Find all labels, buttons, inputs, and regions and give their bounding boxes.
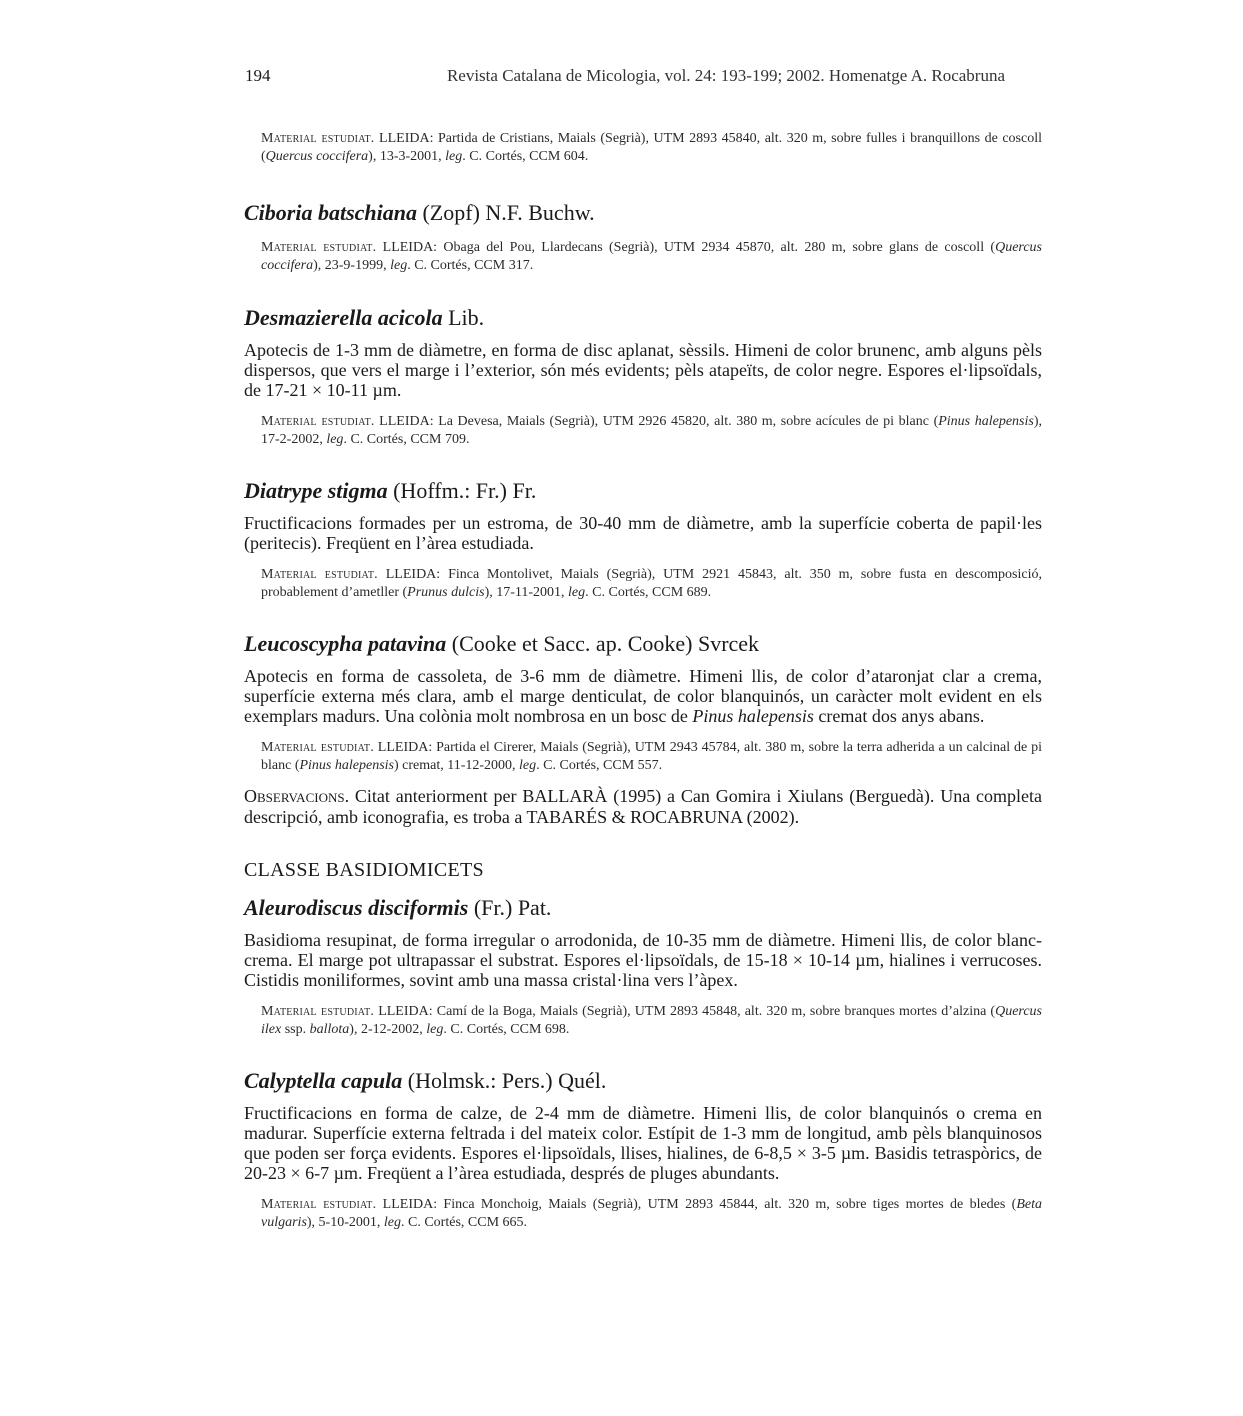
observations-label: Observacions.: [244, 786, 350, 806]
material-studied: Material estudiat. LLEIDA: Finca Montolivet, Maials (Segrià), UTM 2921 45843, alt. 350 m, sobre fusta en descomposició, probablement d’ametller (Prunus dulcis), 17-11-2001, leg. C. Cortés, CCM 689.: [261, 567, 1042, 600]
material-studied: Material estudiat. LLEIDA: La Devesa, Maials (Segrià), UTM 2926 45820, alt. 380 m, sobre acícules de pi blanc (Pinus halepensis), 17-2-2002, leg. C. Cortés, CCM 709.: [261, 414, 1042, 447]
journal-citation: Revista Catalana de Micologia, vol. 24: 193-199; 2002. Homenatge A. Rocabruna: [446, 66, 1005, 85]
material-studied: Material estudiat. LLEIDA: Partida el Cirerer, Maials (Segrià), UTM 2943 45784, alt. 380 m, sobre la terra adherida a un calcinal de pi blanc (Pinus halepensis) cremat, 11-12-2000, leg. C. Cortés, CCM 557.: [261, 740, 1042, 773]
species-author: (Zopf) N.F. Buchw.: [416, 200, 595, 225]
species-name: Ciboria batschiana: [244, 200, 417, 225]
species-description: Fructificacions en forma de calze, de 2-4 mm de diàmetre. Himeni llis, de color blanquinós o crema en madurar. Superfície externa feltrada i del mateix color. Estípit de 1-3 mm de longitud, amb pèls blanquinosos que poden ser força evidents. Espores el·lipsoïdals, llises, hialines, de 6-8,5 × 3-5 µm. Basidis tetraspòrics, de 20-23 × 6-7 µm. Freqüent a l’àrea estudiada, després de pluges abundants.: [244, 1103, 1042, 1183]
species-description: Apotecis en forma de cassoleta, de 3-6 mm de diàmetre. Himeni llis, de color d’ataronjat clar a crema, superfície externa més clara, amb el marge denticulat, de color blanquinós, un caràcter molt evident en els exemplars madurs. Una colònia molt nombrosa en un bosc de Pinus halepensis cremat dos anys abans.: [244, 666, 1042, 726]
species-description: Apotecis de 1-3 mm de diàmetre, en forma de disc aplanat, sèssils. Himeni de color brunenc, amb alguns pèls dispersos, que vers el marge i l’exterior, són més evidents; pèls atapeïts, de color negre. Espores el·lipsoïdals, de 17-21 × 10-11 µm.: [244, 340, 1042, 400]
running-header: [245, 64, 1005, 88]
species-heading: Calyptella capula (Holmsk.: Pers.) Quél.: [244, 1068, 607, 1093]
species-heading: Desmazierella acicola Lib.: [244, 305, 485, 330]
material-studied: Material estudiat. LLEIDA: Obaga del Pou, Llardecans (Segrià), UTM 2934 45870, alt. 280 m, sobre glans de coscoll (Quercus coccifera), 23-9-1999, leg. C. Cortés, CCM 317.: [261, 240, 1042, 273]
material-studied: Material estudiat. LLEIDA: Partida de Cristians, Maials (Segrià), UTM 2893 45840, alt. 320 m, sobre fulles i branquillons de coscoll (Quercus coccifera), 13-3-2001, leg. C. Cortés, CCM 604.: [261, 131, 1042, 164]
species-heading: [244, 199, 1042, 227]
article-body: [244, 130, 1042, 1232]
page-number: 194: [245, 66, 271, 85]
species-description: Basidioma resupinat, de forma irregular o arrodonida, de 10-35 mm de diàmetre. Himeni llis, de color blanc-crema. El marge pot ultrapassar el substrat. Espores el·lipsoïdals, de 15-18 × 10-14 µm, hialines i verrucoses. Cistidis moniliformes, sovint amb una massa cristal·lina vers l’àpex.: [244, 930, 1042, 990]
leg-abbrev: leg: [445, 149, 463, 164]
material-studied: Material estudiat. LLEIDA: Camí de la Boga, Maials (Segrià), UTM 2893 45848, alt. 320 m, sobre branques mortes d’alzina (Quercus ilex ssp. ballota), 2-12-2002, leg. C. Cortés, CCM 698.: [261, 1004, 1042, 1037]
material-label: Material estudiat.: [261, 131, 375, 146]
observations: Observacions. Citat anteriorment per BALLARÀ (1995) a Can Gomira i Xiulans (Berguedà). Una completa descripció, amb iconografia, es troba a TABARÉS & ROCABRUNA (2002).: [244, 786, 1042, 827]
host-name: Quercus coccifera: [265, 149, 369, 164]
species-description: Fructificacions formades per un estroma, de 30-40 mm de diàmetre, amb la superfície coberta de papil·les (peritecis). Freqüent en l’àrea estudiada.: [244, 513, 1042, 553]
species-heading: Leucoscypha patavina (Cooke et Sacc. ap. Cooke) Svrcek: [244, 631, 760, 656]
species-heading: Diatrype stigma (Hoffm.: Fr.) Fr.: [244, 478, 537, 503]
section-heading: CLASSE BASIDIOMICETS: [244, 859, 484, 881]
material-studied: Material estudiat. LLEIDA: Finca Monchoig, Maials (Segrià), UTM 2893 45844, alt. 320 m, sobre tiges mortes de bledes (Beta vulgaris), 5-10-2001, leg. C. Cortés, CCM 665.: [261, 1197, 1043, 1230]
species-heading: Aleurodiscus disciformis (Fr.) Pat.: [244, 895, 552, 920]
